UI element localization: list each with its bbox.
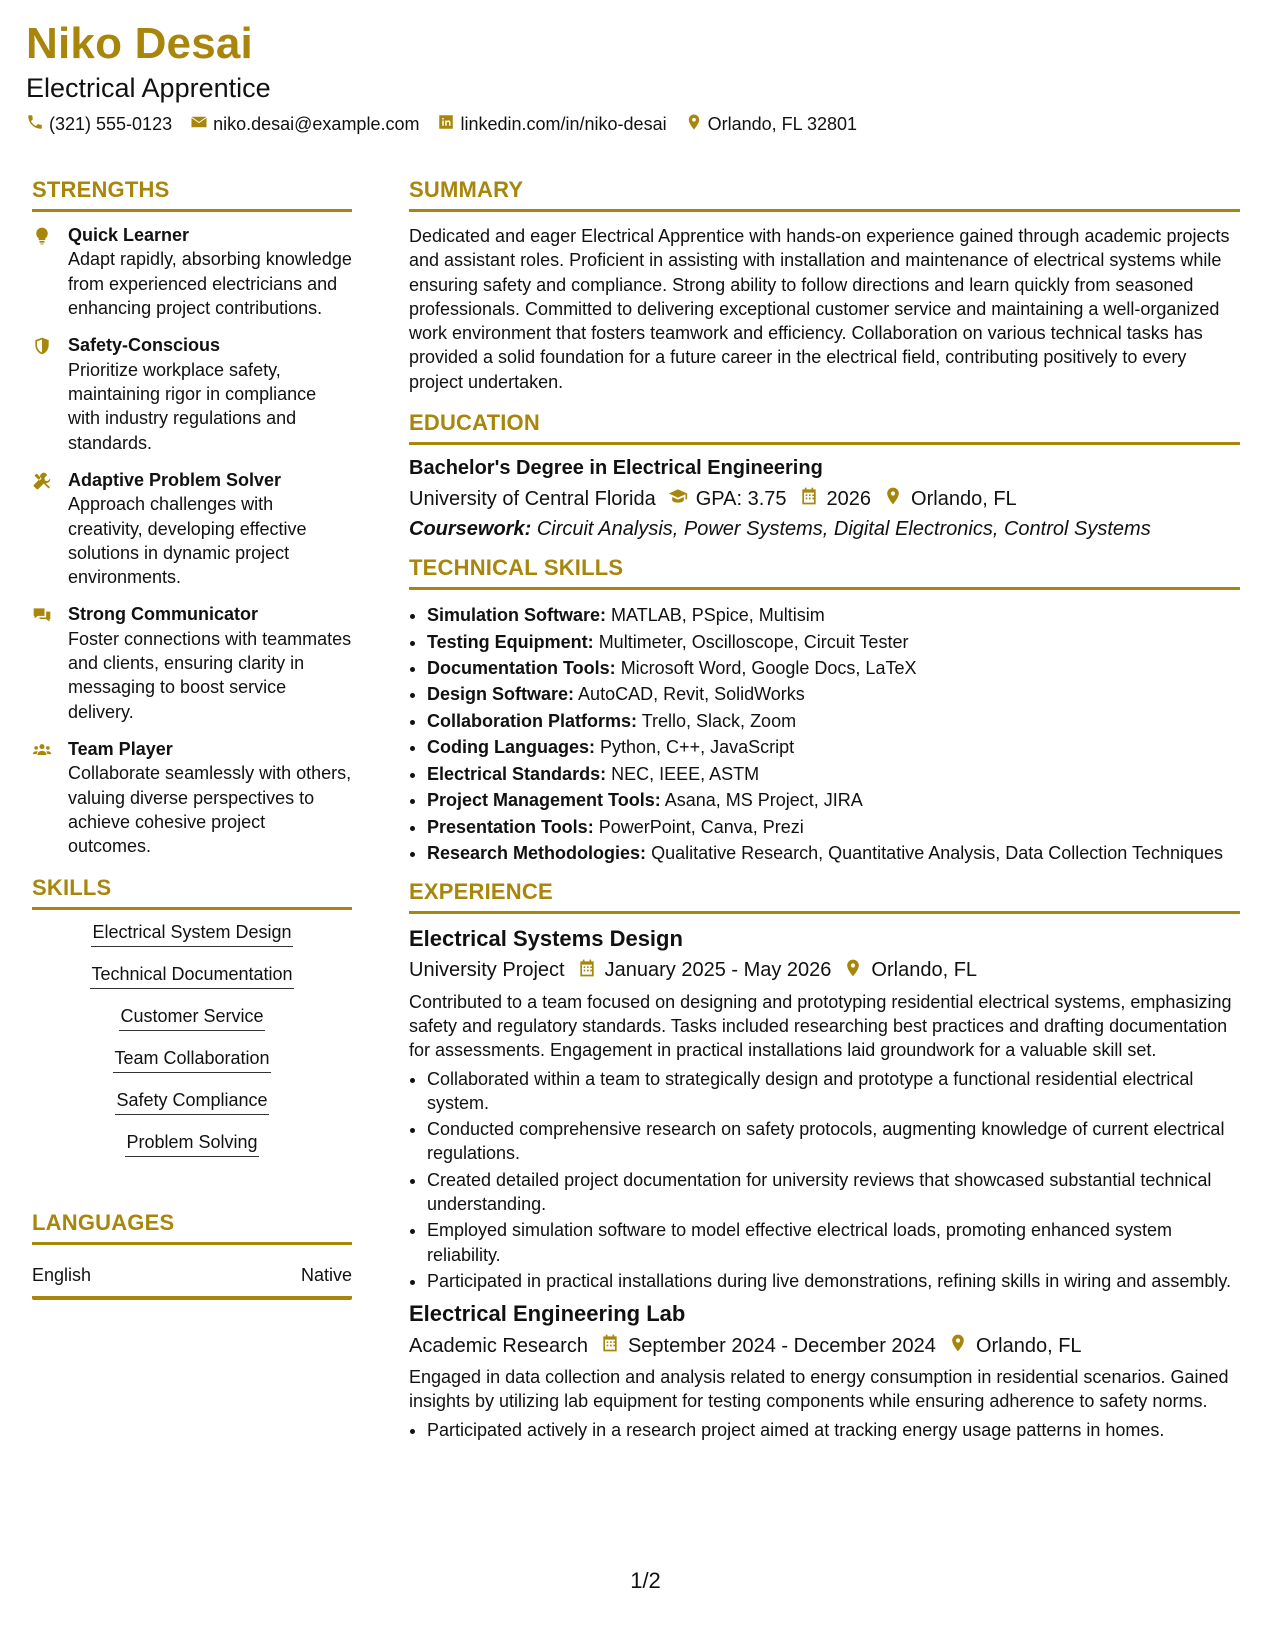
skill-value: Microsoft Word, Google Docs, LaTeX: [620, 657, 917, 678]
chat-icon: [32, 603, 54, 724]
experience-entry: [409, 926, 1240, 1294]
strength-desc: Adapt rapidly, absorbing knowledge from experienced electricians and enhancing project contributions.: [68, 249, 352, 318]
education-heading: EDUCATION: [409, 410, 1240, 445]
language-row: [32, 1257, 352, 1300]
page-number: 1/2: [630, 1568, 661, 1593]
list-item: [427, 814, 1240, 840]
calendar-icon: [600, 1333, 620, 1359]
experience-title: Electrical Systems Design: [409, 925, 683, 951]
exp-location-block: [843, 958, 977, 984]
strength-desc: Approach challenges with creativity, developing effective solutions in dynamic project environments.: [68, 494, 307, 588]
skill-label: Presentation Tools:: [427, 816, 594, 837]
experience-meta: [409, 958, 1240, 984]
calendar-icon: [577, 958, 597, 984]
skill-label: Electrical Standards:: [427, 763, 607, 784]
list-item: [427, 681, 1240, 707]
experience-location: Orlando, FL: [871, 959, 978, 982]
map-pin-icon: [685, 113, 703, 136]
contact-email[interactable]: [190, 113, 419, 136]
gpa-block: [668, 486, 787, 512]
map-pin-icon: [883, 486, 903, 512]
experience-desc: Engaged in data collection and analysis related to energy consumption in residential scenarios. Gained insights by utilizing lab equipment for testing components while ensuring adherence to safety norms.: [409, 1367, 1229, 1412]
list-item: • Participated in practical installations during live demonstrations, refining skills in wiring and assembly.: [427, 1269, 1240, 1293]
technical-skills-heading: TECHNICAL SKILLS: [409, 555, 1240, 590]
tools-icon: [32, 469, 54, 590]
strength-item: [32, 738, 352, 859]
edu-location: Orlando, FL: [911, 487, 1017, 510]
contact-bar: [26, 113, 857, 136]
summary-heading: SUMMARY: [409, 177, 1240, 212]
language-name: English: [32, 1264, 92, 1285]
experience-location: Orlando, FL: [975, 1334, 1082, 1357]
list-item: [427, 602, 1240, 628]
skill-value: Trello, Slack, Zoom: [641, 710, 797, 731]
contact-linkedin[interactable]: [437, 113, 666, 136]
skill-tag: Customer Service: [119, 1006, 264, 1031]
linkedin-text: linkedin.com/in/niko-desai: [460, 114, 667, 134]
right-column: [409, 177, 1240, 1450]
list-item: [427, 708, 1240, 734]
coursework-label: Coursework:: [409, 518, 532, 541]
list-item: • Employed simulation software to model effective electrical loads, promoting enhanced system reliability.: [427, 1218, 1240, 1267]
skill-tag: Problem Solving: [125, 1132, 258, 1157]
summary-text: Dedicated and eager Electrical Apprentice with hands-on experience gained through academic projects and assistant roles. Proficient in assisting with installation and maintenance of electrical systems while ensuring safety and compliance. Strong ability to follow directions and learn quickly from seasoned professionals. Committed to delivering exceptional customer service and maintaining a well-organized work environment that fosters teamwork and efficiency. Collaboration on various technical tasks has provided a solid foundation for a future career in the electrical field, contributing positively to every project undertaken.: [409, 226, 1230, 392]
strength-desc: Prioritize workplace safety, maintaining rigor in compliance with industry regulations and standards.: [68, 359, 317, 453]
strength-title: Strong Communicator: [68, 604, 259, 625]
experience-bullets: [409, 1067, 1240, 1294]
experience-heading: EXPERIENCE: [409, 879, 1240, 914]
experience-bullets: [409, 1418, 1240, 1442]
experience-desc: Contributed to a team focused on designing and prototyping residential electrical systems, emphasizing safety and regulatory standards. Tasks included researching best practices and drafting documentation for assessments. Engagement in practical installations laid groundwork for a valuable skill set.: [409, 991, 1232, 1061]
skill-tag: Safety Compliance: [115, 1090, 268, 1115]
skill-label: Research Methodologies:: [427, 843, 647, 864]
skill-value: AutoCAD, Revit, SolidWorks: [578, 684, 805, 705]
skills-list: [32, 922, 352, 1174]
school-name: University of Central Florida: [409, 487, 656, 510]
list-item: • Created detailed project documentation for university reviews that showcased substantial technical understanding.: [427, 1168, 1240, 1217]
dates-block: [577, 958, 832, 984]
map-pin-icon: [843, 958, 863, 984]
list-item: • Participated actively in a research project aimed at tracking energy usage patterns in homes.: [427, 1418, 1240, 1442]
experience-org: Academic Research: [409, 1334, 588, 1357]
experience-entry: [409, 1301, 1240, 1442]
experience-meta: [409, 1333, 1240, 1359]
calendar-icon: [799, 486, 819, 512]
list-item: [427, 629, 1240, 655]
list-item: [427, 840, 1240, 866]
strength-title: Adaptive Problem Solver: [68, 469, 282, 490]
linkedin-icon: [437, 113, 455, 136]
technical-skills-list: [409, 602, 1240, 867]
shield-icon: [32, 334, 54, 455]
skill-label: Simulation Software:: [427, 605, 607, 626]
dates-block: [600, 1333, 936, 1359]
strength-item: [32, 334, 352, 455]
contact-phone[interactable]: [26, 113, 172, 136]
strength-item: [32, 603, 352, 724]
strengths-heading: STRENGTHS: [32, 177, 352, 212]
skill-label: Collaboration Platforms:: [427, 710, 638, 731]
language-level: Native: [300, 1264, 352, 1285]
contact-location: [685, 113, 857, 136]
candidate-name: Niko Desai: [26, 19, 253, 68]
phone-text: (321) 555-0123: [49, 114, 173, 134]
skill-label: Design Software:: [427, 684, 575, 705]
strength-title: Safety-Conscious: [68, 335, 221, 356]
skill-label: Project Management Tools:: [427, 790, 661, 811]
skill-tag: Team Collaboration: [113, 1048, 270, 1073]
education-meta: [409, 486, 1240, 512]
graduation-cap-icon: [668, 486, 688, 512]
skill-value: Asana, MS Project, JIRA: [664, 790, 863, 811]
list-item: • Collaborated within a team to strategically design and prototype a functional residential electrical system.: [427, 1067, 1240, 1116]
left-column: [32, 177, 352, 1300]
graduation-year: 2026: [826, 487, 872, 510]
year-block: [799, 486, 872, 512]
map-pin-icon: [948, 1333, 968, 1359]
strength-title: Team Player: [68, 739, 173, 760]
experience-dates: September 2024 - December 2024: [627, 1334, 936, 1357]
strength-item: [32, 469, 352, 590]
skill-value: Multimeter, Oscilloscope, Circuit Tester: [598, 631, 909, 652]
skill-value: Qualitative Research, Quantitative Analysis, Data Collection Techniques: [651, 843, 1224, 864]
edu-location-block: [883, 486, 1017, 512]
email-text: niko.desai@example.com: [213, 114, 420, 134]
list-item: • Conducted comprehensive research on safety protocols, augmenting knowledge of current electrical regulations.: [427, 1117, 1240, 1166]
candidate-title: Electrical Apprentice: [26, 73, 271, 103]
strength-desc: Foster connections with teammates and clients, ensuring clarity in messaging to boost service delivery.: [68, 628, 352, 722]
experience-org: University Project: [409, 959, 565, 982]
experience-title: Electrical Engineering Lab: [409, 1301, 686, 1327]
coursework-line: [409, 518, 1240, 541]
skill-value: NEC, IEEE, ASTM: [611, 763, 760, 784]
languages-heading: LANGUAGES: [32, 1210, 352, 1245]
degree-title: Bachelor's Degree in Electrical Engineering: [409, 457, 823, 480]
skill-tag: Technical Documentation: [90, 964, 293, 989]
lightbulb-icon: [32, 224, 54, 320]
list-item: [427, 787, 1240, 813]
strength-desc: Collaborate seamlessly with others, valuing diverse perspectives to achieve cohesive project outcomes.: [68, 763, 352, 857]
coursework-text: Circuit Analysis, Power Systems, Digital Electronics, Control Systems: [536, 518, 1151, 541]
skill-label: Coding Languages:: [427, 737, 595, 758]
experience-dates: January 2025 - May 2026: [604, 959, 832, 982]
skill-value: PowerPoint, Canva, Prezi: [598, 816, 804, 837]
exp-location-block: [948, 1333, 1082, 1359]
list-item: [427, 734, 1240, 760]
skill-label: Testing Equipment:: [427, 631, 594, 652]
skill-label: Documentation Tools:: [427, 657, 616, 678]
gpa-text: GPA: 3.75: [695, 487, 787, 510]
skill-tag: Electrical System Design: [91, 922, 292, 947]
strength-title: Quick Learner: [68, 225, 190, 245]
skills-heading: SKILLS: [32, 875, 352, 910]
location-text: Orlando, FL 32801: [707, 114, 858, 134]
list-item: [427, 655, 1240, 681]
skill-value: Python, C++, JavaScript: [600, 737, 795, 758]
list-item: [427, 761, 1240, 787]
phone-icon: [26, 113, 44, 136]
envelope-icon: [190, 113, 208, 136]
users-icon: [32, 738, 54, 859]
skill-value: MATLAB, PSpice, Multisim: [611, 605, 825, 626]
strength-item: [32, 224, 352, 320]
